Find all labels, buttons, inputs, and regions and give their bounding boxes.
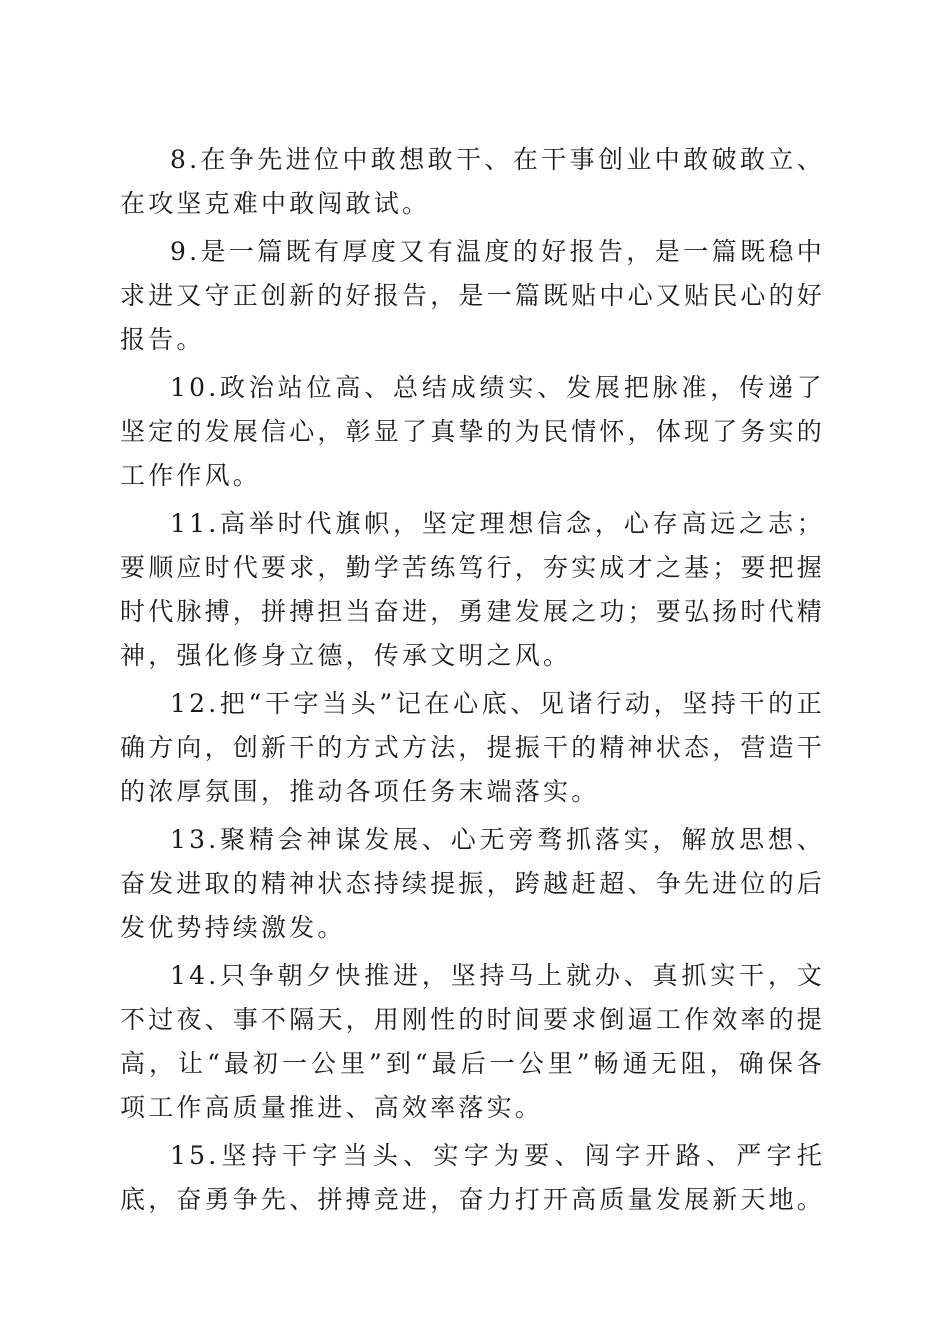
paragraph-14: 14.只争朝夕快推进，坚持马上就办、真抓实干，文不过夜、事不隔天，用刚性的时间要求倒逼工作效率的提高，让“最初一公里”到“最后一公里”畅通无阻，确保各项工作高质量推进、高效率落实。 bbox=[120, 961, 826, 1122]
paragraph-13: 13.聚精会神谋发展、心无旁骛抓落实，解放思想、奋发进取的精神状态持续提振，跨越赶超、争先进位的后发优势持续激发。 bbox=[120, 825, 826, 942]
paragraph-9: 9.是一篇既有厚度又有温度的好报告，是一篇既稳中求进又守正创新的好报告，是一篇既贴中心又贴民心的好报告。 bbox=[120, 237, 826, 354]
paragraph-11: 11.高举时代旗帜，坚定理想信念，心存高远之志；要顺应时代要求，勤学苦练笃行，夯实成才之基；要把握时代脉搏，拼搏担当奋进，勇建发展之功；要弘扬时代精神，强化修身立德，传承文明之风。 bbox=[120, 509, 826, 670]
paragraph-15: 15.坚持干字当头、实字为要、闯字开路、严字托底，奋勇争先、拼搏竞进，奋力打开高质量发展新天地。 bbox=[120, 1141, 826, 1214]
paragraph-10: 10.政治站位高、总结成绩实、发展把脉准，传递了坚定的发展信心，彰显了真挚的为民情怀，体现了务实的工作作风。 bbox=[120, 373, 826, 490]
paragraph-12: 12.把“干字当头”记在心底、见诸行动，坚持干的正确方向，创新干的方式方法，提振干的精神状态，营造干的浓厚氛围，推动各项任务末端落实。 bbox=[120, 689, 826, 806]
paragraph-8: 8.在争先进位中敢想敢干、在干事创业中敢破敢立、在攻坚克难中敢闯敢试。 bbox=[120, 145, 825, 218]
